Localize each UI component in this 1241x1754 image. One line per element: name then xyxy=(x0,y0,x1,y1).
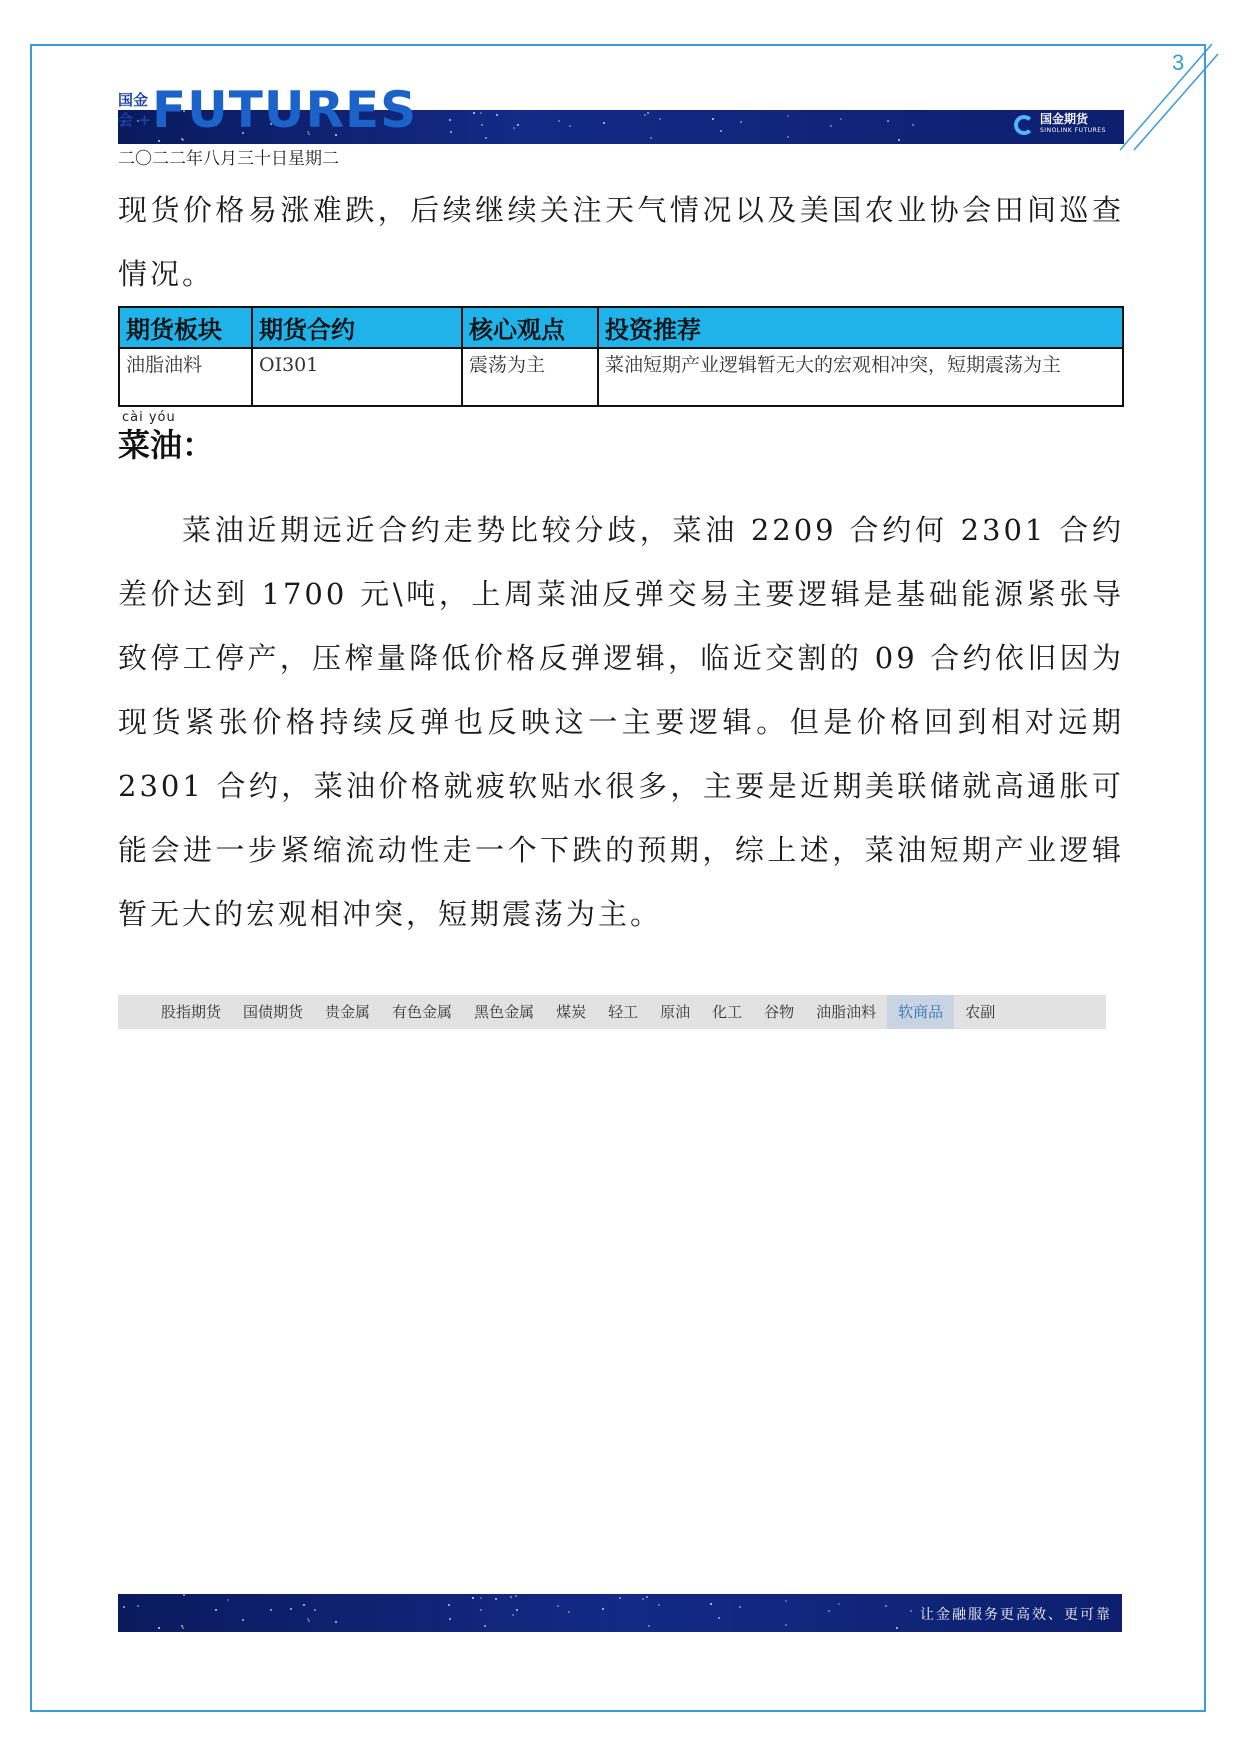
star-decoration xyxy=(495,1598,497,1600)
star-decoration xyxy=(481,124,483,126)
star-decoration xyxy=(480,1597,482,1599)
footer-slogan: 让金融服务更高效、更可靠 xyxy=(920,1607,1112,1623)
nav-item[interactable]: 软商品 xyxy=(887,995,954,1029)
star-decoration xyxy=(740,121,742,123)
nav-item[interactable]: 油脂油料 xyxy=(816,1003,877,1021)
star-decoration xyxy=(840,118,842,120)
corner-decoration xyxy=(1120,40,1220,160)
table-cell-sector: 油脂油料 xyxy=(119,348,252,406)
star-decoration xyxy=(648,1625,650,1627)
intro-paragraph: 现货价格易涨难跌，后续继续关注天气情况以及美国农业协会田间巡查情况。 xyxy=(118,193,1124,291)
logo-en: SINOLINK FUTURES xyxy=(1040,127,1106,134)
main-paragraph: 菜油近期远近合约走势比较分歧，菜油 2209 合约何 2301 合约差价达到 1700 元\吨，上周菜油反弹交易主要逻辑是基础能源紧张导致停工停产，压榨量降低价格反弹逻辑，临近交割的 09 合约依旧因为现货紧张价格持续反弹也反映这一主要逻辑。但是价格回到相对远期 2301 合约，菜油价格就疲软贴水很多，主要是近期美联储就高通胀可能会进一步紧缩流动性走一个下跌的预期，综上述，菜油短期产业逻辑暂无大的宏观相冲突，短期震荡为主。 xyxy=(118,513,1124,931)
star-decoration xyxy=(642,1598,644,1600)
nav-item[interactable]: 煤炭 xyxy=(556,1003,587,1021)
table-header-cell: 核心观点 xyxy=(462,307,598,348)
table-cell-contract: OI301 xyxy=(252,348,462,406)
star-decoration xyxy=(448,1604,450,1606)
star-decoration xyxy=(242,1619,244,1621)
table-cell-recommendation: 菜油短期产业逻辑暂无大的宏观相冲突，短期震荡为主 xyxy=(598,348,1123,406)
table-cell-view: 震荡为主 xyxy=(462,348,598,406)
star-decoration xyxy=(785,1600,787,1602)
star-decoration xyxy=(569,125,571,127)
star-decoration xyxy=(449,119,451,121)
nav-item[interactable]: 国债期货 xyxy=(243,1003,304,1021)
star-decoration xyxy=(787,136,789,138)
star-decoration xyxy=(602,1608,604,1610)
nav-item[interactable]: 轻工 xyxy=(608,1003,639,1021)
table-row xyxy=(119,348,1123,406)
star-decoration xyxy=(137,1605,139,1607)
star-decoration xyxy=(517,124,519,126)
nav-item[interactable]: 原油 xyxy=(660,1003,691,1021)
section-title: 菜油： xyxy=(118,426,215,464)
star-decoration xyxy=(896,1627,898,1629)
star-decoration xyxy=(480,112,482,114)
star-decoration xyxy=(290,1608,292,1610)
star-decoration xyxy=(480,1609,482,1611)
star-decoration xyxy=(158,140,160,142)
star-decoration xyxy=(787,115,789,117)
category-nav xyxy=(118,995,1106,1029)
nav-item[interactable]: 黑色金属 xyxy=(474,1003,535,1021)
star-decoration xyxy=(472,1597,474,1599)
page-number: 3 xyxy=(1172,50,1185,75)
star-decoration xyxy=(473,112,475,114)
nav-item[interactable]: 有色金属 xyxy=(392,1003,453,1021)
footer-band xyxy=(118,1594,1122,1632)
star-decoration xyxy=(314,1609,316,1611)
star-decoration xyxy=(830,125,832,127)
star-decoration xyxy=(450,131,452,133)
star-decoration xyxy=(516,1609,518,1611)
star-decoration xyxy=(658,1604,660,1606)
star-decoration xyxy=(123,1606,125,1608)
star-decoration xyxy=(485,137,487,139)
star-decoration xyxy=(828,1610,830,1612)
brand-cn-logo xyxy=(118,90,154,130)
star-decoration xyxy=(270,1609,272,1611)
star-decoration xyxy=(484,1625,486,1627)
star-decoration xyxy=(303,1604,305,1606)
star-decoration xyxy=(558,120,560,122)
star-decoration xyxy=(227,1599,229,1601)
star-decoration xyxy=(182,1627,184,1629)
star-decoration xyxy=(659,118,661,120)
section-pinyin: cài yóu xyxy=(122,410,176,425)
star-decoration xyxy=(912,124,914,126)
table-header-row xyxy=(119,307,1123,348)
nav-item[interactable]: 谷物 xyxy=(764,1003,795,1021)
summary-table xyxy=(118,306,1124,407)
star-decoration xyxy=(515,1595,517,1597)
star-decoration xyxy=(650,137,652,139)
star-decoration xyxy=(910,1610,912,1612)
star-decoration xyxy=(712,118,714,120)
sinolink-mark-icon xyxy=(1014,115,1034,135)
nav-item[interactable]: 农副 xyxy=(965,1003,996,1021)
star-decoration xyxy=(647,112,649,114)
sinolink-logo xyxy=(1014,114,1106,136)
brand-cn-line2: 会 + xyxy=(118,111,151,129)
nav-item[interactable]: 化工 xyxy=(712,1003,743,1021)
star-decoration xyxy=(158,1627,160,1629)
star-decoration xyxy=(449,1618,451,1620)
star-decoration xyxy=(838,1603,840,1605)
star-decoration xyxy=(513,127,515,129)
table-header-cell: 投资推荐 xyxy=(598,307,1123,348)
brand-cn-line1: 国金 xyxy=(118,91,149,109)
star-decoration xyxy=(603,122,605,124)
star-decoration xyxy=(183,1594,185,1596)
star-decoration xyxy=(644,114,646,116)
star-decoration xyxy=(568,1611,570,1613)
star-decoration xyxy=(335,1621,337,1623)
table-header-cell: 期货合约 xyxy=(252,307,462,348)
brand-futures-logo: FUTURES xyxy=(152,81,418,139)
star-decoration xyxy=(720,130,722,132)
star-decoration xyxy=(739,1606,741,1608)
table-header-cell: 期货板块 xyxy=(119,307,252,348)
star-decoration xyxy=(496,114,498,116)
star-decoration xyxy=(308,1620,310,1622)
star-decoration xyxy=(718,1617,720,1619)
star-decoration xyxy=(898,139,900,141)
nav-item[interactable]: 贵金属 xyxy=(325,1003,371,1021)
nav-item[interactable]: 股指期货 xyxy=(161,1003,222,1021)
star-decoration xyxy=(887,120,889,122)
star-decoration xyxy=(646,1596,648,1598)
star-decoration xyxy=(710,1603,712,1605)
star-decoration xyxy=(885,1605,887,1607)
star-decoration xyxy=(215,1609,217,1611)
star-decoration xyxy=(557,1605,559,1607)
star-decoration xyxy=(510,1596,512,1598)
star-decoration xyxy=(619,1597,621,1599)
report-date: 二〇二二年八月三十日星期二 xyxy=(118,149,339,169)
star-decoration xyxy=(785,1624,787,1626)
star-decoration xyxy=(512,1614,514,1616)
logo-cn: 国金期货 xyxy=(1040,112,1089,126)
